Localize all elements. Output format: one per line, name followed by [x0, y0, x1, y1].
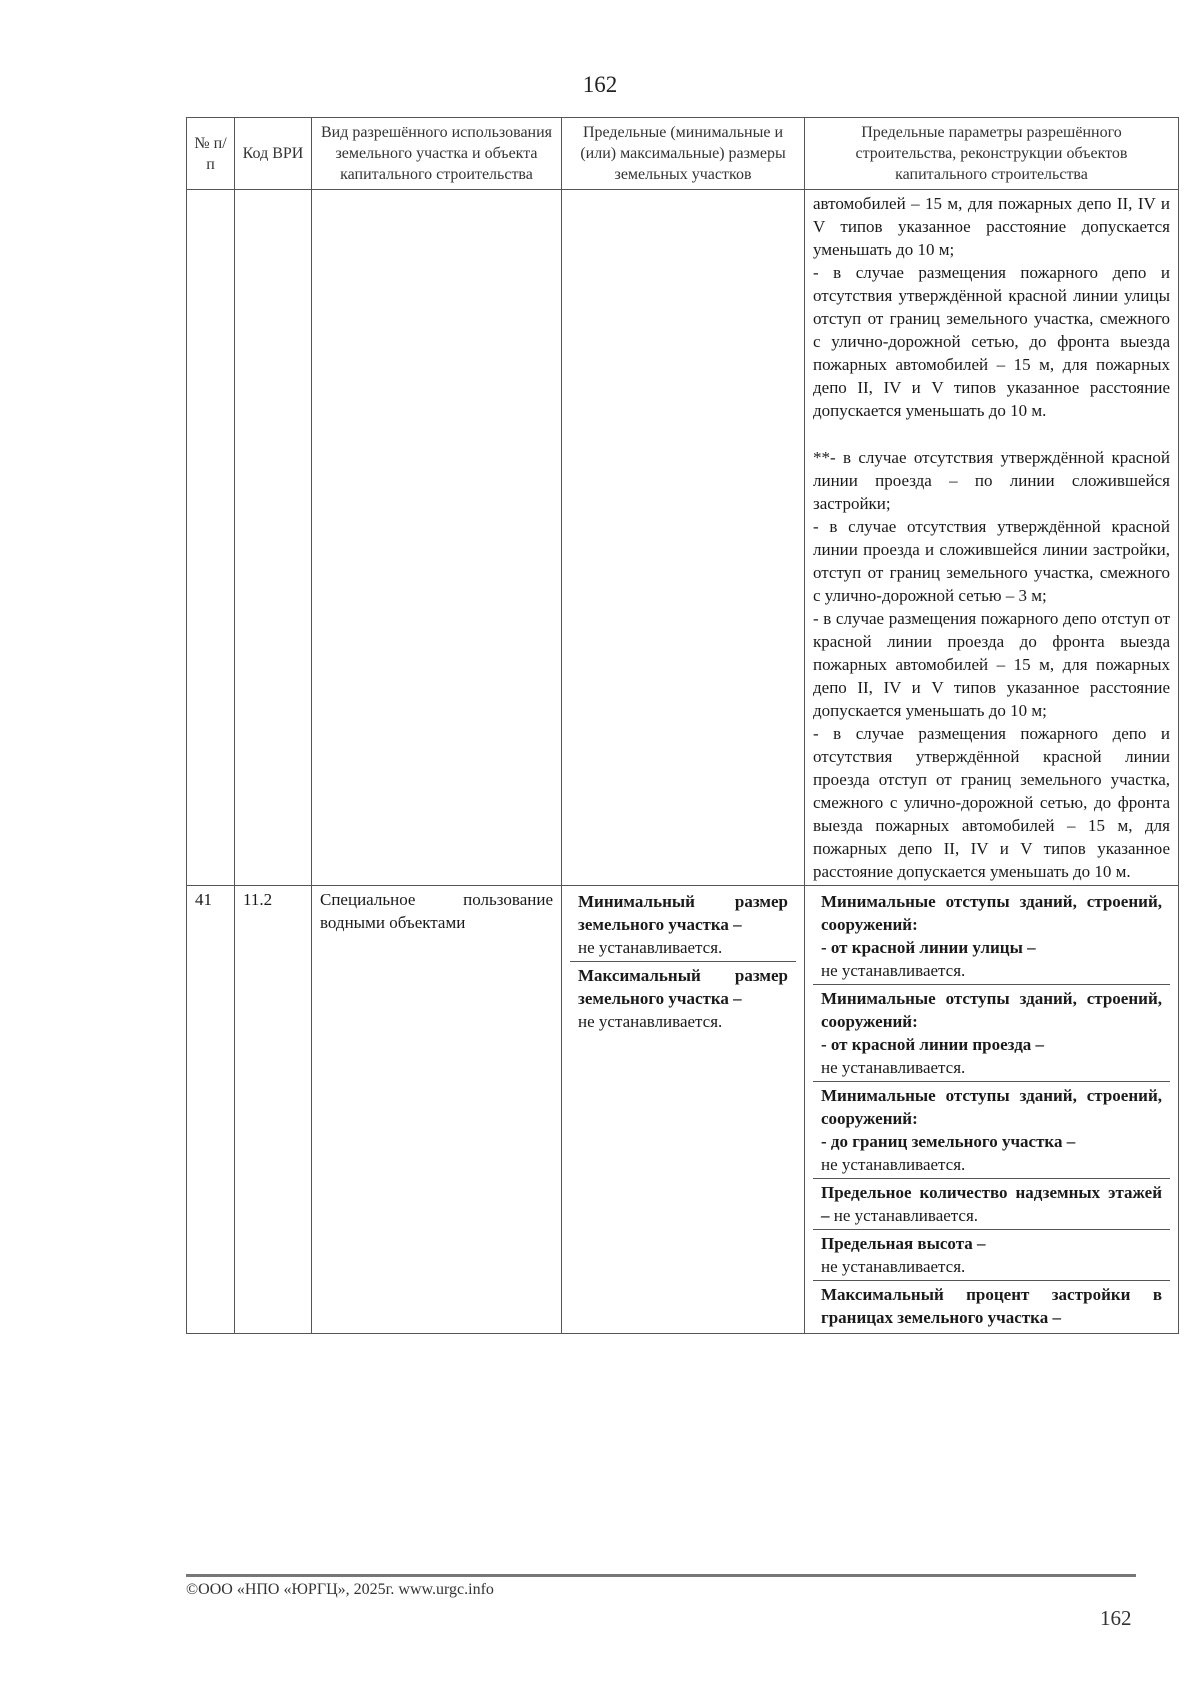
continued-paragraph-2: **- в случае отсутствия утверждённой красной линии проезда – по линии сложившейся застройки; - в случае отсутствия утверждённой красной линии проезда и сложившейся линии застройки, отступ от границ земельного участка, смежного с улично-дорожной сетью – 3 м; - в случае размещения пожарного депо отступ от красной линии проезда до фронта выезда пожарных автомобилей – 15 м, для пожарных депо II, IV и V типов указанное расстояние допускается уменьшать до 10 м; - в случае размещения пожарного депо и отсутствия утверждённой красной линии проезда отступ от границ земельного участка, смежного с улично-дорожной сетью, до фронта выезда пожарных автомобилей – 15 м, для пожарных депо II, IV и V типов указанное расстояние допускается уменьшать до 10 м.	[813, 448, 1170, 881]
param-coverage	[813, 1281, 1170, 1331]
param-value: не устанавливается.	[821, 1058, 966, 1077]
header-use-type: Вид разрешённого использования земельного участка и объекта капитального строительства	[312, 118, 562, 190]
param-label: Минимальные отступы зданий, строений, сооружений: - от красной линии улицы –	[821, 892, 1162, 957]
param-height	[813, 1230, 1170, 1281]
cell-empty-code	[235, 190, 312, 886]
param-label: Предельное количество надземных этажей –	[821, 1183, 1162, 1225]
min-plot-size-label: Минимальный размер земельного участка –	[578, 892, 788, 934]
header-parameters: Предельные параметры разрешённого строительства, реконструкции объектов капитального строительства	[805, 118, 1179, 190]
max-plot-size-value: не устанавливается.	[578, 1012, 723, 1031]
param-label: Минимальные отступы зданий, строений, сооружений: - до границ земельного участка –	[821, 1086, 1162, 1151]
cell-empty-plot-size	[562, 190, 805, 886]
param-value: не устанавливается.	[821, 1155, 966, 1174]
header-plot-size: Предельные (минимальные и (или) максимальные) размеры земельных участков	[562, 118, 805, 190]
page-number-bottom: 162	[1100, 1606, 1132, 1630]
min-plot-size	[570, 888, 796, 962]
param-floors	[813, 1179, 1170, 1230]
row-number: 41	[187, 886, 235, 1334]
param-setback-plot-border	[813, 1082, 1170, 1179]
min-plot-size-value: не устанавливается.	[578, 938, 723, 957]
param-setback-street	[813, 888, 1170, 985]
cell-continued-parameters	[805, 190, 1179, 886]
param-label: Предельная высота –	[821, 1234, 986, 1253]
cell-empty-use-type	[312, 190, 562, 886]
table-row-continued	[187, 190, 1179, 886]
param-value: не устанавливается.	[829, 1206, 979, 1225]
continued-paragraph-1: автомобилей – 15 м, для пожарных депо II, IV и V типов указанное расстояние допускается уменьшать до 10 м; - в случае размещения пожарного депо и отсутствия утверждённой красной линии улицы отступ от границ земельного участка, смежного с улично-дорожной сетью, до фронта выезда пожарных автомобилей – 15 м, для пожарных депо II, IV и V типов указанное расстояние допускается уменьшать до 10 м.	[813, 194, 1170, 420]
footer-divider	[186, 1574, 1136, 1577]
param-setback-passage	[813, 985, 1170, 1082]
max-plot-size	[570, 962, 796, 1035]
table-row-41	[187, 886, 1179, 1334]
table-header-row	[187, 118, 1179, 190]
cell-empty-number	[187, 190, 235, 886]
param-label: Максимальный процент застройки в границах земельного участка –	[821, 1285, 1162, 1327]
row-use-type: Специальное пользование водными объектами	[312, 886, 562, 1334]
header-code: Код ВРИ	[235, 118, 312, 190]
max-plot-size-label: Максимальный размер земельного участка –	[578, 966, 788, 1008]
page-number-top: 162	[582, 72, 618, 97]
param-value: не устанавливается.	[821, 1257, 966, 1276]
zoning-table	[186, 117, 1179, 1334]
param-value: не устанавливается.	[821, 961, 966, 980]
header-number: № п/п	[187, 118, 235, 190]
footer-copyright: ©ООО «НПО «ЮРГЦ», 2025г. www.urgc.info	[186, 1581, 494, 1598]
row-code: 11.2	[235, 886, 312, 1334]
param-label: Минимальные отступы зданий, строений, сооружений: - от красной линии проезда –	[821, 989, 1162, 1054]
row-plot-size	[562, 886, 805, 1334]
row-parameters	[805, 886, 1179, 1334]
